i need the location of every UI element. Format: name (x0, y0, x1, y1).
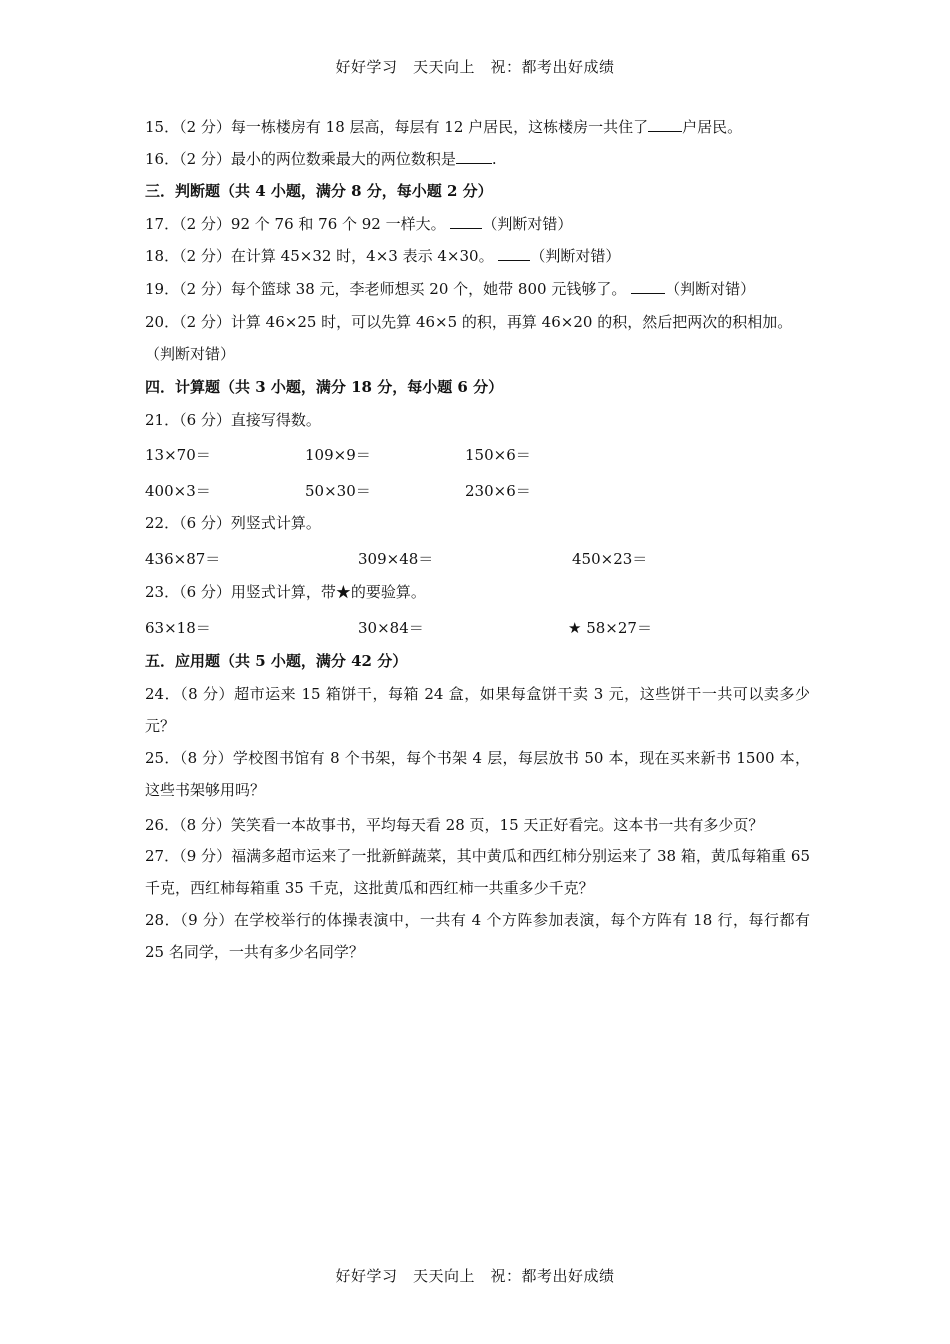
question-19-suffix: （判断对错） (665, 280, 756, 298)
q23-expr-starred: ★ 58×27＝ (568, 619, 652, 637)
question-26: 26．（8 分）笑笑看一本故事书，平均每天看 28 页，15 天正好看完。这本书一共有多少页？ (145, 816, 764, 834)
q23-expr: 30×84＝ (358, 619, 424, 637)
q21-expr: 109×9＝ (305, 446, 371, 464)
question-18-suffix: （判断对错） (530, 247, 621, 265)
question-15 (145, 117, 742, 137)
section-5-heading: 五．应用题（共 5 小题，满分 42 分） (145, 652, 408, 670)
answer-blank[interactable] (456, 149, 492, 164)
question-21-title: 21．（6 分）直接写得数。 (145, 411, 321, 429)
question-18-text: 18．（2 分）在计算 45×32 时，4×3 表示 4×30。 (145, 247, 494, 265)
q21-expr: 150×6＝ (465, 446, 531, 464)
q22-expr: 309×48＝ (358, 550, 434, 568)
question-17 (145, 214, 572, 234)
section-3-heading: 三．判断题（共 4 小题，满分 8 分，每小题 2 分） (145, 182, 493, 200)
q21-expr: 13×70＝ (145, 446, 211, 464)
question-18 (145, 246, 620, 266)
q22-expr: 436×87＝ (145, 550, 221, 568)
question-24: 24．（8 分）超市运来 15 箱饼干，每箱 24 盒，如果每盒饼干卖 3 元，这些饼干一共可以卖多少元？ (145, 685, 810, 735)
question-16-text: 16．（2 分）最小的两位数乘最大的两位数积是 (145, 150, 456, 168)
answer-blank[interactable] (631, 279, 665, 294)
question-15-text: 15．（2 分）每一栋楼房有 18 层高，每层有 12 户居民，这栋楼房一共住了 (145, 118, 649, 136)
question-25: 25．（8 分）学校图书馆有 8 个书架，每个书架 4 层，每层放书 50 本，现在买来新书 1500 本，这些书架够用吗？ (145, 749, 810, 799)
q21-expr: 50×30＝ (305, 482, 371, 500)
question-23-title: 23．（6 分）用竖式计算，带★的要验算。 (145, 583, 426, 601)
question-16 (145, 149, 497, 169)
answer-blank[interactable] (648, 117, 682, 132)
question-19 (145, 279, 755, 299)
page-header: 好好学习 天天向上 祝：都考出好成绩 (335, 58, 615, 76)
question-27: 27．（9 分）福满多超市运来了一批新鲜蔬菜，其中黄瓜和西红柿分别运来了 38 箱，黄瓜每箱重 65 千克，西红柿每箱重 35 千克，这批黄瓜和西红柿一共重多少千克？ (145, 847, 810, 897)
question-17-suffix: （判断对错） (482, 215, 573, 233)
question-19-text: 19．（2 分）每个篮球 38 元，李老师想买 20 个，她带 800 元钱够了。 (145, 280, 627, 298)
q22-expr: 450×23＝ (572, 550, 648, 568)
question-15-suffix: 户居民。 (682, 118, 743, 136)
question-20-suffix: （判断对错） (145, 345, 236, 363)
question-17-text: 17．（2 分）92 个 76 和 76 个 92 一样大。 (145, 215, 446, 233)
q21-expr: 230×6＝ (465, 482, 531, 500)
answer-blank[interactable] (450, 214, 482, 229)
answer-blank[interactable] (498, 246, 530, 261)
section-4-heading: 四．计算题（共 3 小题，满分 18 分，每小题 6 分） (145, 378, 504, 396)
question-28: 28．（9 分）在学校举行的体操表演中，一共有 4 个方阵参加表演，每个方阵有 18 行，每行都有 25 名同学，一共有多少名同学？ (145, 911, 810, 961)
q23-expr: 63×18＝ (145, 619, 211, 637)
q21-expr: 400×3＝ (145, 482, 211, 500)
page-footer: 好好学习 天天向上 祝：都考出好成绩 (335, 1267, 615, 1285)
question-20: 20．（2 分）计算 46×25 时，可以先算 46×5 的积，再算 46×20 的积，然后把两次的积相加。 (145, 313, 793, 331)
question-22-title: 22．（6 分）列竖式计算。 (145, 514, 321, 532)
question-16-suffix: . (491, 150, 497, 168)
